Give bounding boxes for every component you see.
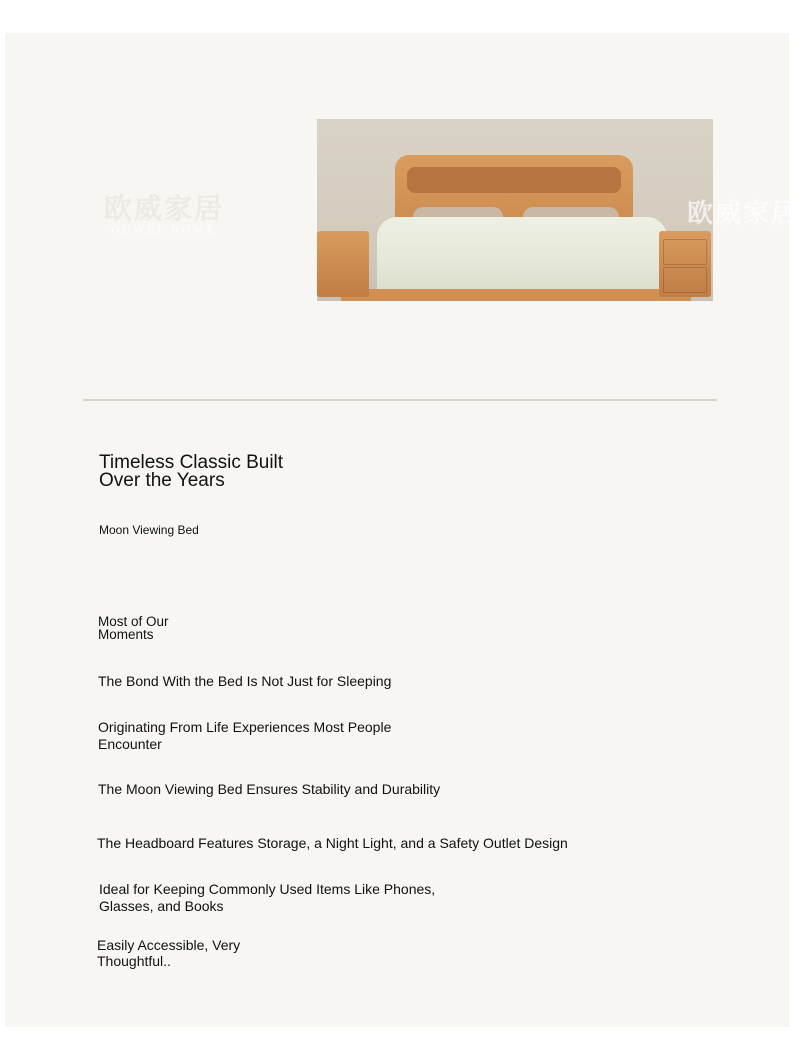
page-title: Timeless Classic Built Over the Years bbox=[99, 452, 284, 491]
feature-text: Most of Our Moments bbox=[98, 614, 169, 642]
headboard-shelf bbox=[407, 167, 621, 193]
feature-text: Ideal for Keeping Commonly Used Items Like Phones, Glasses, and Books bbox=[99, 881, 436, 914]
panel-watermark-text: 欧威家居 bbox=[687, 199, 799, 229]
bed-frame bbox=[341, 289, 691, 301]
product-name: Moon Viewing Bed bbox=[99, 523, 199, 537]
watermark-tagline-text: OUWEI HOME bbox=[111, 225, 217, 236]
feature-text: Originating From Life Experiences Most People Encounter bbox=[98, 719, 392, 752]
feature-text: Easily Accessible, Very Thoughtful.. bbox=[97, 937, 241, 969]
feature-text: The Moon Viewing Bed Ensures Stability and Durability bbox=[98, 781, 441, 797]
feature-text: The Headboard Features Storage, a Night Light, and a Safety Outlet Design bbox=[97, 835, 568, 851]
nightstand-left bbox=[317, 231, 369, 297]
drawer bbox=[663, 239, 707, 265]
feature-text: The Bond With the Bed Is Not Just for Sleeping bbox=[98, 673, 392, 689]
drawer bbox=[663, 267, 707, 293]
section-divider bbox=[83, 399, 717, 401]
bedroom-scene bbox=[317, 119, 713, 301]
nightstand-right bbox=[659, 231, 711, 297]
bed-photo-right-panel bbox=[587, 119, 799, 301]
watermark-brand-text: 欧威家居 bbox=[104, 192, 225, 225]
